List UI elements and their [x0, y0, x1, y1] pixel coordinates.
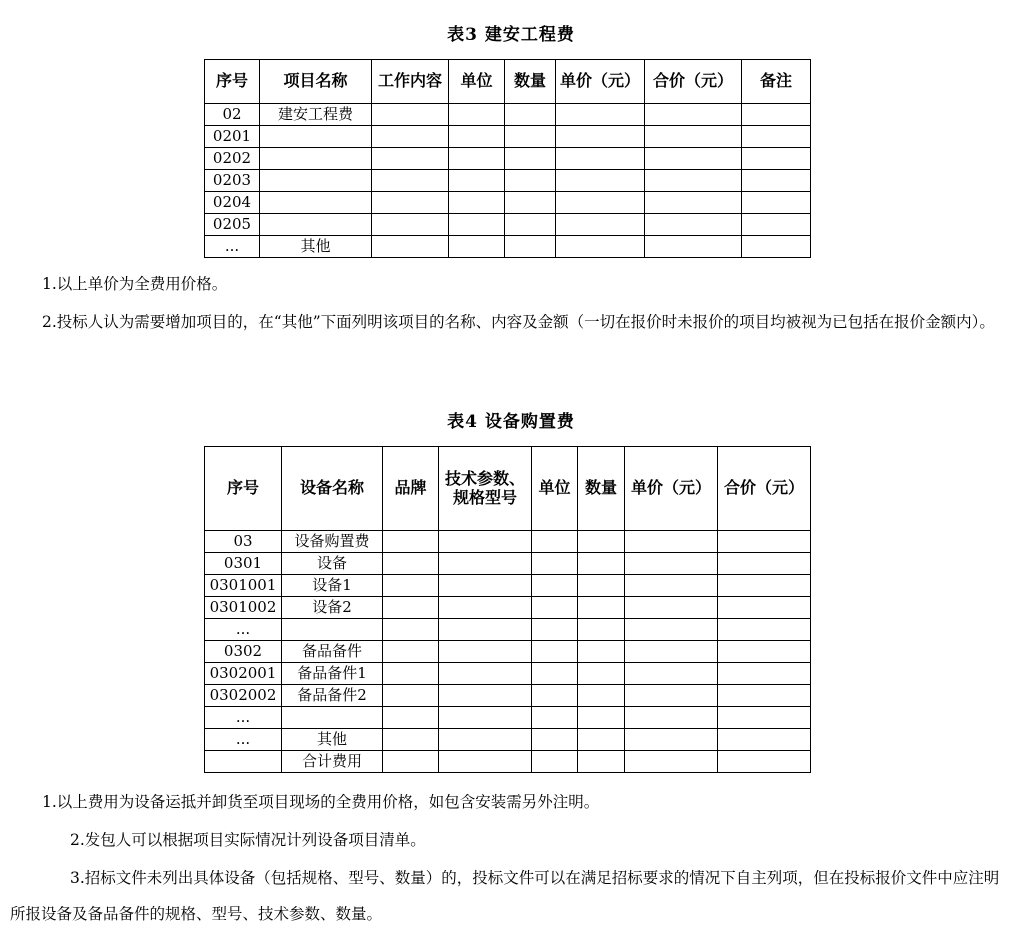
table4-cell-empty: [383, 619, 439, 641]
table3-header-name: 项目名称: [260, 60, 372, 104]
table3-cell-empty: [505, 126, 556, 148]
table4-cell-empty: [383, 597, 439, 619]
table4-cell-empty: [383, 729, 439, 751]
table3-cell-name: [260, 126, 372, 148]
table4-cell-empty: [578, 729, 625, 751]
table4-cell-empty: [718, 597, 811, 619]
table4-row: [205, 663, 811, 685]
table4-cell-empty: [439, 663, 532, 685]
table4-cell-empty: [532, 663, 578, 685]
table3-cell-empty: [742, 236, 811, 258]
table4-cell-empty: [532, 685, 578, 707]
table4-cell-empty: [718, 619, 811, 641]
table4-note-2: 2.发包人可以根据项目实际情况计列设备项目清单。: [70, 831, 426, 849]
table3-title: 表3 建安工程费: [447, 25, 575, 45]
table4-cell-empty: [532, 597, 578, 619]
table3-header-row: [205, 60, 811, 104]
table4-cell-empty: [532, 751, 578, 773]
table3-cell-empty: [556, 126, 645, 148]
table4-cell-empty: [718, 707, 811, 729]
table3-cell-empty: [372, 192, 449, 214]
table3-cell-name: [260, 148, 372, 170]
table4-title: 表4 设备购置费: [447, 412, 575, 432]
table4-note-1: 1.以上费用为设备运抵并卸货至项目现场的全费用价格，如包含安装需另外注明。: [42, 793, 600, 811]
table3-cell-empty: [449, 148, 505, 170]
table4-row: [205, 531, 811, 553]
table4-row: [205, 575, 811, 597]
table4-cell-empty: [383, 575, 439, 597]
table4-cell-name: [282, 707, 383, 729]
table4-cell-empty: [439, 707, 532, 729]
table4-cell-empty: [578, 619, 625, 641]
table4-row: [205, 707, 811, 729]
table4-cell-empty: [439, 685, 532, 707]
table3-cell-empty: [645, 148, 742, 170]
table4-cell-empty: [383, 641, 439, 663]
table3-cell-empty: [645, 170, 742, 192]
table4-cell-empty: [383, 685, 439, 707]
table4-row: [205, 553, 811, 575]
table4-cell-empty: [578, 707, 625, 729]
table4-cell-empty: [718, 663, 811, 685]
table4-row: [205, 619, 811, 641]
table4-cell-seq: 0302002: [205, 685, 282, 707]
table4-cell-name: 设备1: [282, 575, 383, 597]
table4-cell-seq: 0302: [205, 641, 282, 663]
table3-cell-empty: [742, 104, 811, 126]
table4-cell-empty: [625, 707, 718, 729]
table3-cell-empty: [556, 104, 645, 126]
table4-cell-empty: [383, 707, 439, 729]
table3-row: [205, 104, 811, 126]
table3-header-seq: 序号: [205, 60, 260, 104]
table3-cell-seq: 0202: [205, 148, 260, 170]
table4-cell-empty: [439, 619, 532, 641]
table3-cell-name: 建安工程费: [260, 104, 372, 126]
table3-header-unit: 单位: [449, 60, 505, 104]
table4-cell-name: 设备2: [282, 597, 383, 619]
table3-cell-empty: [645, 236, 742, 258]
table4-cell-seq: [205, 751, 282, 773]
table3-row: [205, 236, 811, 258]
table4-cell-seq: 03: [205, 531, 282, 553]
table3-cell-empty: [742, 126, 811, 148]
table4-cell-empty: [578, 641, 625, 663]
table3-cell-seq: 0205: [205, 214, 260, 236]
table3-cell-empty: [556, 236, 645, 258]
table4-cell-name: 合计费用: [282, 751, 383, 773]
table3-cell-empty: [449, 170, 505, 192]
table4-cell-empty: [625, 685, 718, 707]
table4-cell-empty: [439, 553, 532, 575]
table4-cell-empty: [578, 663, 625, 685]
table4-cell-seq: 0301002: [205, 597, 282, 619]
table4-cell-seq: ...: [205, 729, 282, 751]
table3-cell-empty: [505, 192, 556, 214]
table4-cell-seq: 0301: [205, 553, 282, 575]
table4-cell-empty: [625, 751, 718, 773]
table4-row: [205, 729, 811, 751]
table4-cell-name: 备品备件: [282, 641, 383, 663]
table4-row: [205, 597, 811, 619]
table4-cell-empty: [625, 663, 718, 685]
table3-cell-empty: [742, 192, 811, 214]
table4-header-unit-price: 单价（元）: [625, 447, 718, 531]
table4-row: [205, 641, 811, 663]
table4-cell-empty: [578, 751, 625, 773]
table3-row: [205, 192, 811, 214]
table4-body: [205, 531, 811, 773]
table4-cell-empty: [532, 729, 578, 751]
table3-cell-empty: [742, 170, 811, 192]
table3-cell-empty: [645, 214, 742, 236]
table4-cell-empty: [578, 597, 625, 619]
table4: [204, 446, 811, 773]
table3-cell-empty: [372, 148, 449, 170]
table4-cell-name: 备品备件2: [282, 685, 383, 707]
table3-row: [205, 214, 811, 236]
table4-header-seq: 序号: [205, 447, 282, 531]
table4-cell-name: 设备: [282, 553, 383, 575]
table3-cell-empty: [505, 170, 556, 192]
table4-cell-empty: [718, 729, 811, 751]
table4-header-unit: 单位: [532, 447, 578, 531]
table3-cell-empty: [372, 126, 449, 148]
table4-cell-empty: [625, 597, 718, 619]
table3-cell-empty: [505, 148, 556, 170]
table4-cell-empty: [625, 641, 718, 663]
table3-header-qty: 数量: [505, 60, 556, 104]
table4-header-row: [205, 447, 811, 531]
table3-body: [205, 104, 811, 258]
table3-header-work: 工作内容: [372, 60, 449, 104]
table4-cell-empty: [625, 619, 718, 641]
table3-cell-name: [260, 192, 372, 214]
table4-cell-name: 设备购置费: [282, 531, 383, 553]
table4-cell-empty: [625, 729, 718, 751]
table3-cell-empty: [556, 170, 645, 192]
table3-cell-seq: ...: [205, 236, 260, 258]
table3-cell-name: [260, 170, 372, 192]
table3-row: [205, 126, 811, 148]
table3-cell-empty: [505, 214, 556, 236]
table4-header-brand: 品牌: [383, 447, 439, 531]
table4-note-3: 3.招标文件未列出具体设备（包括规格、型号、数量）的，投标文件可以在满足招标要求的情况下自主列项，但在投标报价文件中应注明所报设备及备品备件的规格、型号、技术参数、数量。: [10, 869, 1000, 923]
table3-cell-empty: [742, 214, 811, 236]
table3: [204, 59, 811, 258]
table4-cell-empty: [718, 751, 811, 773]
table3-cell-empty: [556, 192, 645, 214]
table3-cell-empty: [372, 236, 449, 258]
table3-row: [205, 170, 811, 192]
table4-cell-seq: 0301001: [205, 575, 282, 597]
table4-cell-seq: ...: [205, 707, 282, 729]
table4-header-spec: 技术参数、规格型号: [439, 447, 532, 531]
table4-cell-empty: [578, 575, 625, 597]
table4-cell-empty: [439, 641, 532, 663]
table4-row: [205, 751, 811, 773]
table4-cell-empty: [383, 531, 439, 553]
table4-cell-empty: [578, 685, 625, 707]
table4-cell-empty: [718, 685, 811, 707]
table3-note-2: 2.投标人认为需要增加项目的，在“其他”下面列明该项目的名称、内容及金额（一切在报价时未报价的项目均被视为已包括在报价金额内）。: [42, 313, 995, 331]
table4-cell-empty: [383, 751, 439, 773]
table4-cell-empty: [578, 531, 625, 553]
table3-cell-empty: [645, 104, 742, 126]
table3-cell-empty: [556, 148, 645, 170]
table4-cell-empty: [532, 553, 578, 575]
table4-cell-empty: [625, 553, 718, 575]
table4-cell-empty: [625, 531, 718, 553]
table3-cell-empty: [449, 214, 505, 236]
table3-cell-empty: [645, 126, 742, 148]
table4-cell-empty: [439, 531, 532, 553]
table3-cell-empty: [449, 104, 505, 126]
table3-cell-empty: [505, 236, 556, 258]
table4-header-total-price: 合价（元）: [718, 447, 811, 531]
table3-cell-empty: [449, 192, 505, 214]
table4-cell-seq: ...: [205, 619, 282, 641]
table4-cell-empty: [625, 575, 718, 597]
table3-cell-empty: [372, 214, 449, 236]
table4-cell-empty: [532, 641, 578, 663]
table4-row: [205, 685, 811, 707]
table4-cell-empty: [439, 729, 532, 751]
table3-cell-empty: [372, 170, 449, 192]
table4-header-name: 设备名称: [282, 447, 383, 531]
table3-cell-seq: 02: [205, 104, 260, 126]
table3-note-1: 1.以上单价为全费用价格。: [42, 275, 228, 293]
table4-header-qty: 数量: [578, 447, 625, 531]
table3-cell-seq: 0201: [205, 126, 260, 148]
table4-cell-empty: [532, 531, 578, 553]
table4-cell-empty: [532, 575, 578, 597]
table4-cell-seq: 0302001: [205, 663, 282, 685]
table4-cell-empty: [718, 641, 811, 663]
table3-cell-name: 其他: [260, 236, 372, 258]
table4-cell-empty: [439, 575, 532, 597]
table4-cell-name: 其他: [282, 729, 383, 751]
table3-cell-empty: [645, 192, 742, 214]
table3-header-remark: 备注: [742, 60, 811, 104]
table3-header-unit-price: 单价（元）: [556, 60, 645, 104]
table4-cell-empty: [439, 597, 532, 619]
table4-cell-empty: [718, 531, 811, 553]
table4-cell-empty: [383, 553, 439, 575]
table4-cell-empty: [532, 619, 578, 641]
table4-cell-empty: [439, 751, 532, 773]
table3-cell-empty: [742, 148, 811, 170]
table4-cell-empty: [383, 663, 439, 685]
table3-cell-seq: 0204: [205, 192, 260, 214]
table4-cell-empty: [718, 553, 811, 575]
table3-cell-seq: 0203: [205, 170, 260, 192]
table4-cell-name: [282, 619, 383, 641]
table4-cell-empty: [718, 575, 811, 597]
table4-cell-empty: [578, 553, 625, 575]
table3-row: [205, 148, 811, 170]
table3-cell-empty: [505, 104, 556, 126]
table4-cell-empty: [532, 707, 578, 729]
table3-cell-name: [260, 214, 372, 236]
table3-cell-empty: [449, 126, 505, 148]
table3-cell-empty: [556, 214, 645, 236]
table4-cell-name: 备品备件1: [282, 663, 383, 685]
table3-cell-empty: [449, 236, 505, 258]
table3-cell-empty: [372, 104, 449, 126]
table3-header-total-price: 合价（元）: [645, 60, 742, 104]
